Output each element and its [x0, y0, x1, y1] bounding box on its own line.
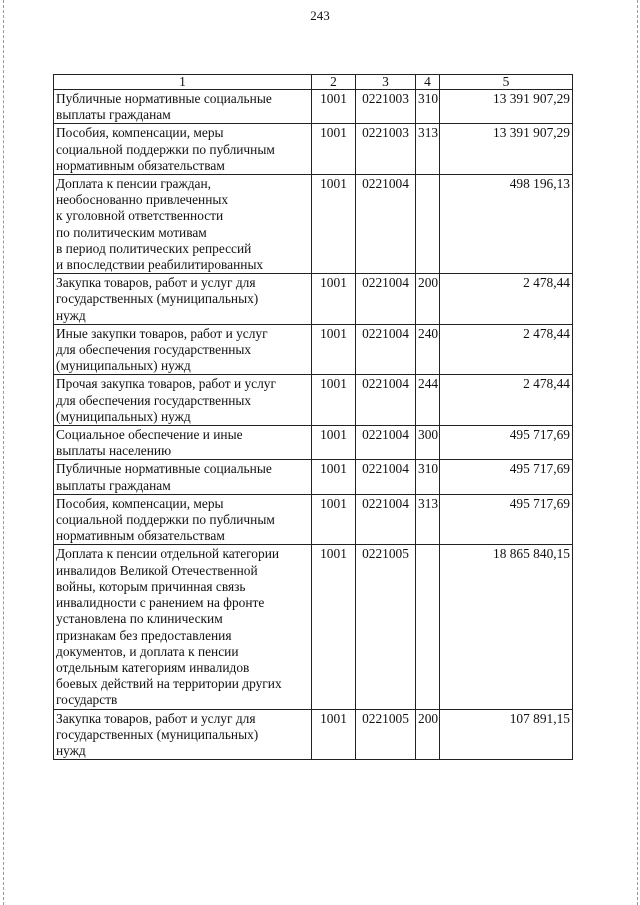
row-name-line: установлена по клиническим [56, 611, 223, 627]
row-expense-type-cell: 313 [416, 124, 440, 175]
row-section-cell: 1001 [312, 709, 356, 760]
row-expense-type-cell: 200 [416, 709, 440, 760]
row-name-cell [54, 460, 312, 494]
row-section-cell: 1001 [312, 460, 356, 494]
row-expense-type-cell: 300 [416, 426, 440, 460]
row-name-line: отдельным категориям инвалидов [56, 659, 250, 675]
row-name-line: по политическим мотивам [56, 224, 207, 240]
row-target-article-cell: 0221004 [356, 274, 416, 325]
row-name-cell [54, 90, 312, 124]
header-cell-expense-type: 4 [416, 75, 440, 90]
table-row [54, 494, 573, 545]
row-target-article-cell: 0221003 [356, 90, 416, 124]
row-name-line: (муниципальных) нужд [56, 408, 191, 424]
row-name-line: Доплата к пенсии граждан, [56, 176, 211, 192]
row-target-article-cell: 0221005 [356, 709, 416, 760]
row-name-cell [54, 274, 312, 325]
row-name-line: выплаты гражданам [56, 107, 171, 123]
row-section-cell: 1001 [312, 375, 356, 426]
table-row [54, 545, 573, 709]
table-row [54, 124, 573, 175]
row-expense-type-cell: 310 [416, 460, 440, 494]
row-name-line: Пособия, компенсации, меры [56, 495, 224, 511]
row-amount-cell: 107 891,15 [440, 709, 573, 760]
row-name-line: Закупка товаров, работ и услуг для [56, 710, 256, 726]
row-name-line: Публичные нормативные социальные [56, 461, 272, 477]
row-name-line: нужд [56, 307, 86, 323]
row-name-cell [54, 324, 312, 375]
row-amount-cell: 2 478,44 [440, 375, 573, 426]
header-cell-amount: 5 [440, 75, 573, 90]
row-name-line: выплаты населению [56, 443, 172, 459]
row-section-cell: 1001 [312, 545, 356, 709]
row-name-line: Публичные нормативные социальные [56, 91, 272, 106]
row-name-line: государственных (муниципальных) [56, 291, 259, 307]
row-expense-type-cell: 313 [416, 494, 440, 545]
row-name-line: признакам без предоставления [56, 627, 232, 643]
header-cell-name: 1 [54, 75, 312, 90]
row-section-cell: 1001 [312, 494, 356, 545]
row-name-line: для обеспечения государственных [56, 342, 252, 358]
row-amount-cell: 495 717,69 [440, 426, 573, 460]
row-name-cell [54, 709, 312, 760]
row-name-line: Прочая закупка товаров, работ и услуг [56, 376, 276, 392]
row-name-line: боевых действий на территории других [56, 676, 282, 692]
row-name-line: Закупка товаров, работ и услуг для [56, 275, 256, 291]
page-number: 243 [310, 8, 330, 23]
row-section-cell: 1001 [312, 90, 356, 124]
page-left-edge [3, 0, 4, 905]
table-row [54, 274, 573, 325]
row-name-line: Пособия, компенсации, меры [56, 125, 224, 141]
row-expense-type-cell: 244 [416, 375, 440, 426]
table-header-row [54, 75, 573, 90]
row-name-line: и впоследствии реабилитированных [56, 257, 264, 273]
header-cell-section: 2 [312, 75, 356, 90]
row-amount-cell: 18 865 840,15 [440, 545, 573, 709]
row-name-line: государственных (муниципальных) [56, 726, 259, 742]
table-row [54, 324, 573, 375]
row-section-cell: 1001 [312, 274, 356, 325]
table-row [54, 175, 573, 274]
budget-table [53, 74, 573, 760]
row-name-line: (муниципальных) нужд [56, 358, 191, 374]
row-target-article-cell: 0221003 [356, 124, 416, 175]
row-name-cell [54, 124, 312, 175]
table-body [54, 90, 573, 760]
row-section-cell: 1001 [312, 124, 356, 175]
row-section-cell: 1001 [312, 324, 356, 375]
row-name-line: для обеспечения государственных [56, 392, 252, 408]
row-target-article-cell: 0221005 [356, 545, 416, 709]
row-name-line: необоснованно привлеченных [56, 192, 229, 208]
row-name-line: инвалидов Великой Отечественной [56, 562, 258, 578]
table-row [54, 375, 573, 426]
row-amount-cell: 13 391 907,29 [440, 124, 573, 175]
row-expense-type-cell: 310 [416, 90, 440, 124]
table-row [54, 709, 573, 760]
row-name-line: документов, и доплата к пенсии [56, 643, 239, 659]
row-name-cell [54, 494, 312, 545]
row-name-line: выплаты гражданам [56, 477, 171, 493]
row-amount-cell: 2 478,44 [440, 324, 573, 375]
row-amount-cell: 498 196,13 [440, 175, 573, 274]
row-amount-cell: 2 478,44 [440, 274, 573, 325]
row-name-line: войны, которым причинная связь [56, 578, 246, 594]
row-name-cell [54, 426, 312, 460]
row-name-line: социальной поддержки по публичным [56, 512, 275, 528]
row-amount-cell: 13 391 907,29 [440, 90, 573, 124]
row-name-line: нормативным обязательствам [56, 528, 225, 544]
row-name-cell [54, 375, 312, 426]
row-target-article-cell: 0221004 [356, 426, 416, 460]
header-cell-target-article: 3 [356, 75, 416, 90]
page-right-edge [637, 0, 638, 905]
row-target-article-cell: 0221004 [356, 324, 416, 375]
row-amount-cell: 495 717,69 [440, 494, 573, 545]
row-name-cell [54, 175, 312, 274]
row-name-line: к уголовной ответственности [56, 208, 224, 224]
row-expense-type-cell [416, 175, 440, 274]
row-amount-cell: 495 717,69 [440, 460, 573, 494]
row-target-article-cell: 0221004 [356, 175, 416, 274]
row-target-article-cell: 0221004 [356, 460, 416, 494]
row-name-line: инвалидности с ранением на фронте [56, 595, 265, 611]
table-row [54, 90, 573, 124]
row-name-line: социальной поддержки по публичным [56, 141, 275, 157]
row-section-cell: 1001 [312, 175, 356, 274]
row-target-article-cell: 0221004 [356, 375, 416, 426]
row-target-article-cell: 0221004 [356, 494, 416, 545]
row-name-cell [54, 545, 312, 709]
table-row [54, 460, 573, 494]
row-name-line: нужд [56, 742, 86, 758]
row-expense-type-cell: 240 [416, 324, 440, 375]
row-name-line: Социальное обеспечение и иные [56, 427, 243, 443]
row-name-line: государств [56, 692, 118, 708]
row-name-line: Иные закупки товаров, работ и услуг [56, 325, 268, 341]
table-row [54, 426, 573, 460]
row-name-line: в период политических репрессий [56, 240, 252, 256]
row-expense-type-cell: 200 [416, 274, 440, 325]
row-name-line: нормативным обязательствам [56, 157, 225, 173]
row-section-cell: 1001 [312, 426, 356, 460]
row-expense-type-cell [416, 545, 440, 709]
row-name-line: Доплата к пенсии отдельной категории [56, 546, 280, 562]
